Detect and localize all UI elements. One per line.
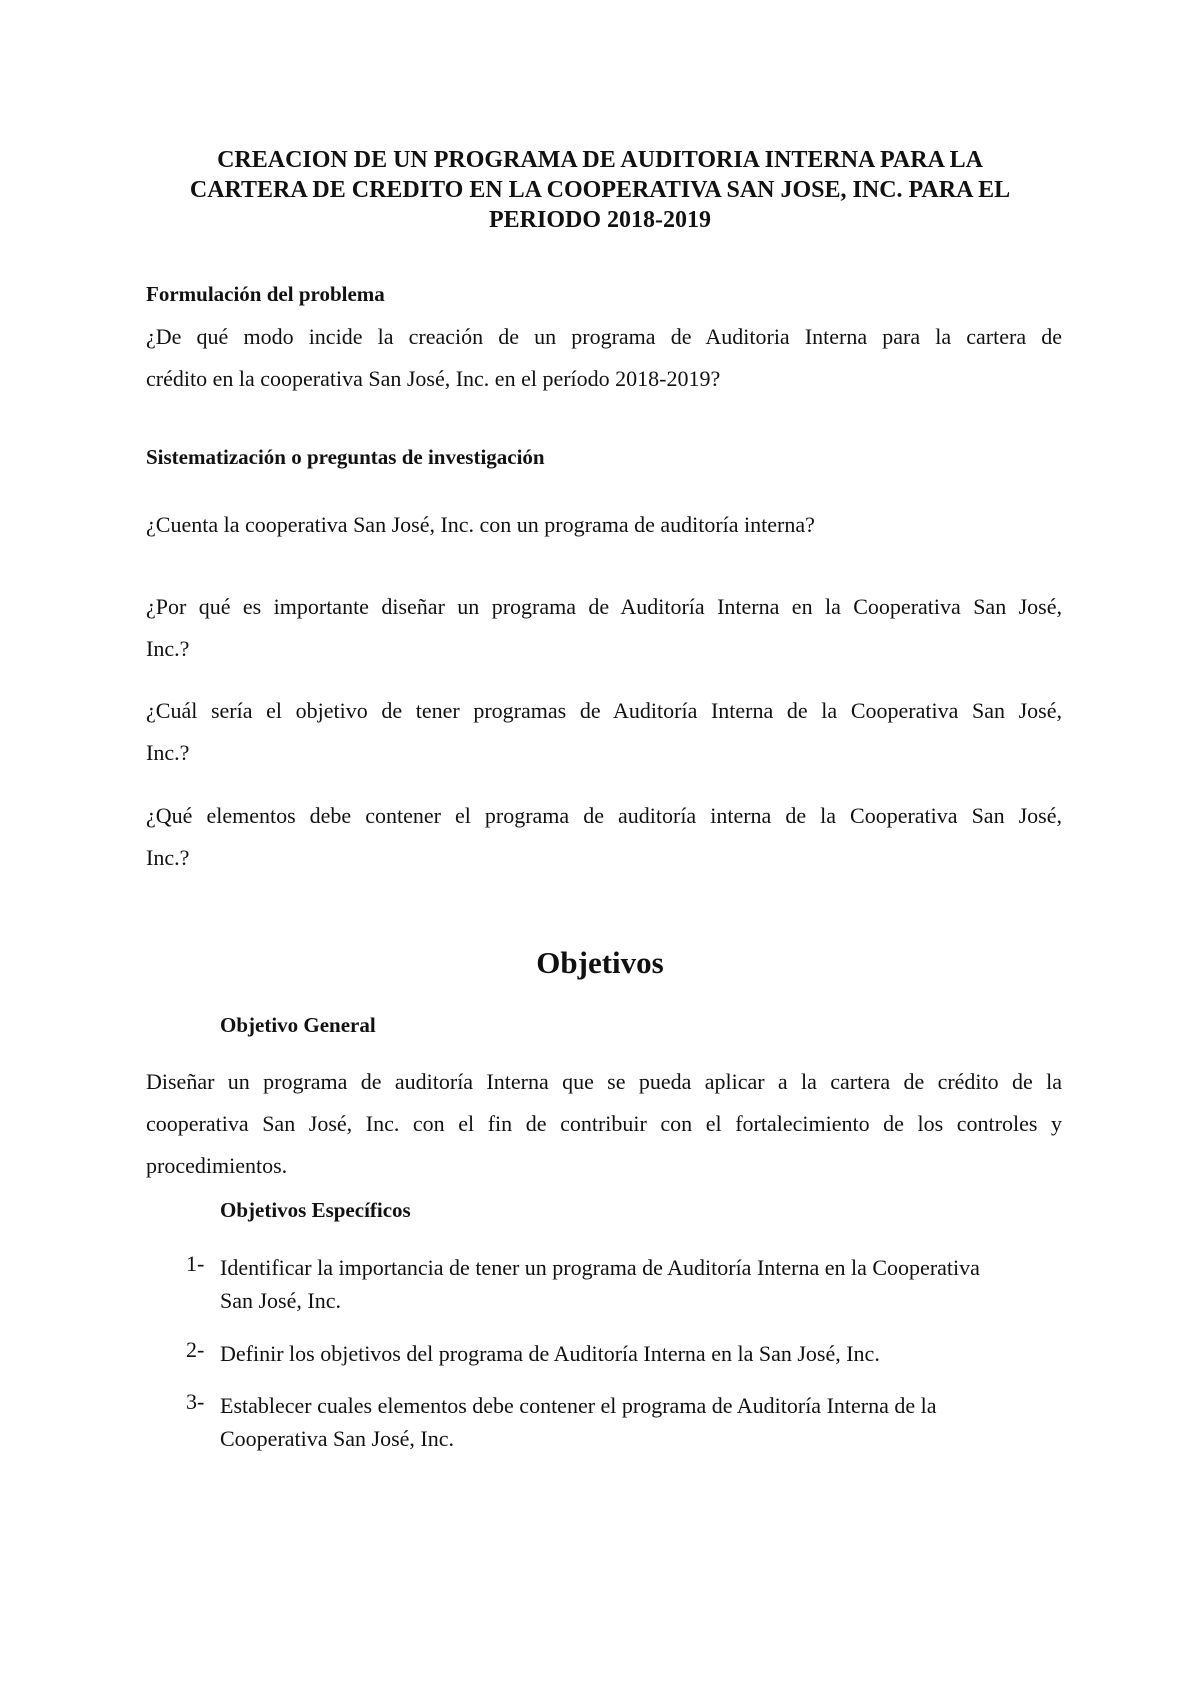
- systematization-heading: Sistematización o preguntas de investigación: [146, 445, 545, 469]
- research-question: [146, 795, 1062, 879]
- question-line: ¿Qué elementos debe contener el programa de auditoría interna de la Cooperativa San José,: [146, 803, 1062, 828]
- question-line: ¿Cuenta la cooperativa San José, Inc. con un programa de auditoría interna?: [146, 512, 815, 537]
- research-question: [146, 586, 1062, 670]
- paragraph-line: Diseñar un programa de auditoría Interna que se pueda aplicar a la cartera de crédito de la: [146, 1069, 1062, 1094]
- list-item-line: Definir los objetivos del programa de Auditoría Interna en la San José, Inc.: [220, 1341, 880, 1366]
- list-number: 3-: [186, 1389, 205, 1414]
- title-line: PERIODO 2018-2019: [489, 207, 711, 233]
- research-question: [146, 690, 1062, 774]
- title-line: CARTERA DE CREDITO EN LA COOPERATIVA SAN JOSE, INC. PARA EL: [189, 177, 1011, 203]
- question-line: Inc.?: [146, 740, 190, 765]
- objectives-title: Objetivos: [536, 945, 664, 980]
- question-line: Inc.?: [146, 636, 190, 661]
- question-line: Inc.?: [146, 845, 190, 870]
- research-question: [146, 504, 1062, 546]
- list-item-text: [220, 1337, 1066, 1370]
- list-item-line: Establecer cuales elementos debe contener el programa de Auditoría Interna de la: [220, 1393, 937, 1418]
- question-line: ¿Por qué es importante diseñar un programa de Auditoría Interna en la Cooperativa San José,: [146, 594, 1062, 619]
- list-item-text: [220, 1389, 1066, 1455]
- list-item-line: Identificar la importancia de tener un programa de Auditoría Interna en la Cooperativa: [220, 1255, 980, 1280]
- list-number: 2-: [186, 1337, 205, 1362]
- list-item-line: Cooperativa San José, Inc.: [220, 1426, 454, 1451]
- question-line: ¿Cuál sería el objetivo de tener programas de Auditoría Interna de la Cooperativa San José,: [146, 698, 1062, 723]
- list-item-text: [220, 1251, 1066, 1317]
- paragraph-line: procedimientos.: [146, 1153, 288, 1178]
- problem-heading: Formulación del problema: [146, 282, 385, 306]
- specific-objectives-heading: Objetivos Específicos: [220, 1198, 411, 1222]
- document-title: [170, 145, 1030, 235]
- list-item-line: San José, Inc.: [220, 1288, 341, 1313]
- general-objective-heading: Objetivo General: [220, 1013, 376, 1037]
- problem-paragraph: [146, 316, 1062, 400]
- general-objective-paragraph: [146, 1061, 1062, 1187]
- title-line: CREACION DE UN PROGRAMA DE AUDITORIA INTERNA PARA LA: [217, 147, 983, 173]
- list-number: 1-: [186, 1251, 205, 1276]
- paragraph-line: ¿De qué modo incide la creación de un programa de Auditoria Interna para la cartera de: [146, 324, 1062, 349]
- paragraph-line: cooperativa San José, Inc. con el fin de contribuir con el fortalecimiento de los controles y: [146, 1111, 1062, 1136]
- paragraph-line: crédito en la cooperativa San José, Inc. en el período 2018-2019?: [146, 366, 721, 391]
